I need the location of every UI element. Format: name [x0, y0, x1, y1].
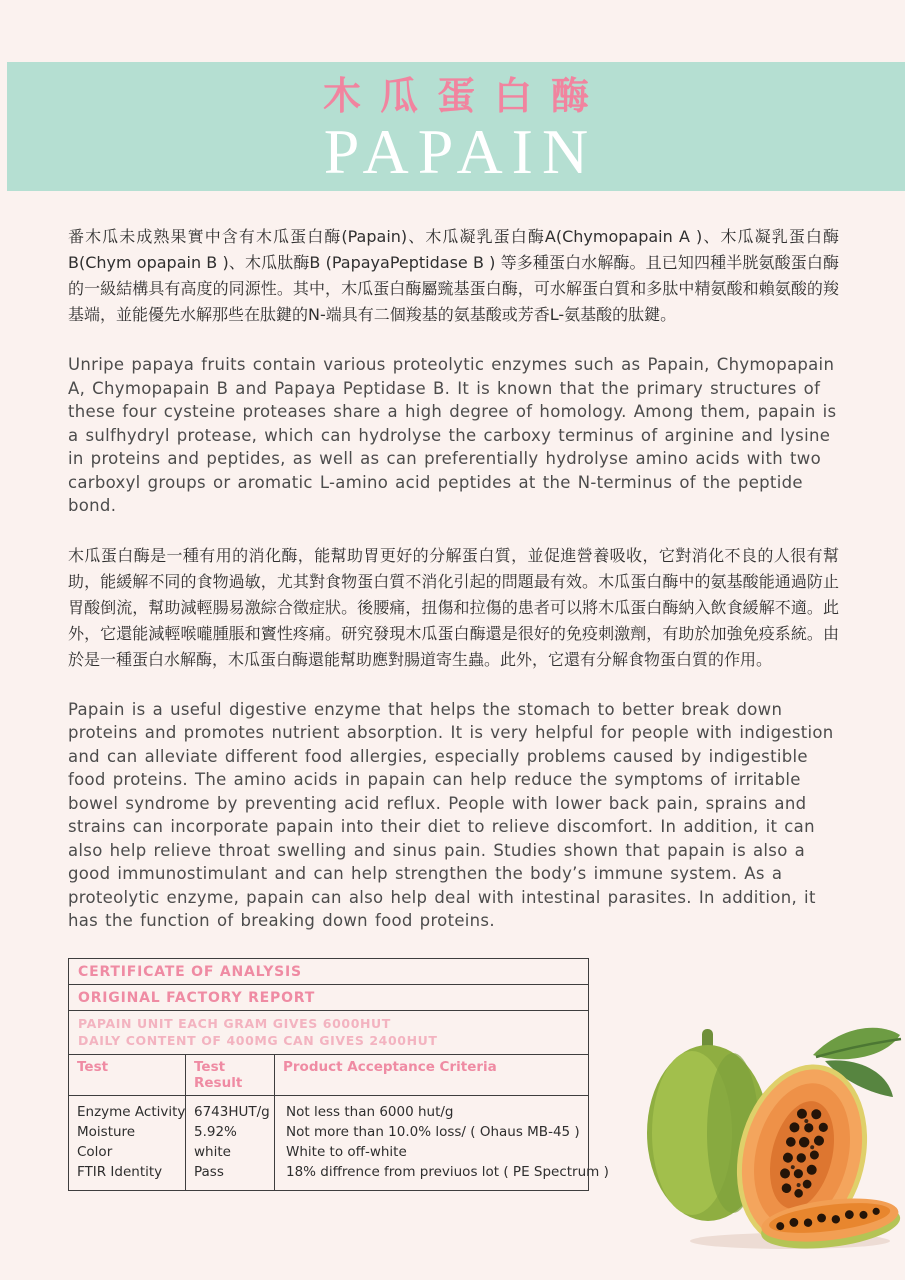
coa-column-result: Test Result: [186, 1055, 275, 1095]
papaya-image: [620, 1015, 905, 1250]
coa-note-line-2: DAILY CONTENT OF 400MG CAN GIVES 2400HUT: [78, 1032, 438, 1048]
coa-criteria-column: [275, 1096, 617, 1190]
header-banner: [7, 62, 905, 191]
coa-column-headers: [69, 1055, 588, 1096]
coa-subtitle: ORIGINAL FACTORY REPORT: [69, 985, 588, 1011]
certificate-of-analysis-table: [68, 958, 609, 1191]
paragraph-chinese-intro: 番木瓜未成熟果實中含有木瓜蛋白酶(Papain)、木瓜凝乳蛋白酶A(Chymopapain A )、木瓜凝乳蛋白酶B(Chym opapain B )、木瓜肽酶B (PapayaPeptidase B ) 等多種蛋白水解酶。且已知四種半胱氨酸蛋白酶的一級結構具有高度的同源性。其中，木瓜蛋白酶屬巰基蛋白酶，可水解蛋白質和多肽中精氨酸和賴氨酸的羧基端，並能優先水解那些在肽鍵的N-端具有二個羧基的氨基酸或芳香L-氨基酸的肽鍵。: [68, 227, 839, 324]
coa-column-test: Test: [69, 1055, 186, 1095]
paragraph-english-intro: Unripe papaya fruits contain various proteolytic enzymes such as Papain, Chymopapain A, Chymopapain B and Papaya Peptidase B. It is known that the primary structures of these four cysteine proteases share a high degree of homology. Among them, papain is a sulfhydryl protease, which can hydrolyse the carboxy terminus of arginine and lysine in proteins and peptides, as well as can preferentially hydrolyse amino acids with two carboxyl groups or aromatic L-amino acid peptides at the N-terminus of the peptide bond.: [68, 355, 837, 515]
acceptance-criteria: Not more than 10.0% loss/ ( Ohaus MB-45 ): [286, 1123, 580, 1140]
title-english: PAPAIN: [323, 115, 598, 187]
acceptance-criteria: 18% diffrence from previuos lot ( PE Spectrum ): [286, 1163, 609, 1180]
test-name: Color: [77, 1143, 113, 1160]
acceptance-criteria: Not less than 6000 hut/g: [286, 1103, 454, 1120]
paragraph-english-benefits: Papain is a useful digestive enzyme that helps the stomach to better break down proteins and promotes nutrient absorption. It is very helpful for people with indigestion and can alleviate different food allergies, especially problems caused by indigestible food proteins. The amino acids in papain can help reduce the symptoms of irritable bowel syndrome by preventing acid reflux. People with lower back pain, sprains and strains can incorporate papain into their diet to relieve discomfort. In addition, it can also help relieve throat swelling and sinus pain. Studies shown that papain is also a good immunostimulant and can help strengthen the body’s immune system. As a proteolytic enzyme, papain can also help deal with intestinal parasites. In addition, it has the function of breaking down food proteins.: [68, 699, 834, 930]
test-name: Moisture: [77, 1123, 136, 1140]
test-name: FTIR Identity: [77, 1163, 163, 1180]
coa-data-grid: [69, 1096, 609, 1190]
acceptance-criteria: White to off-white: [286, 1143, 407, 1160]
paragraph-chinese-benefits: 木瓜蛋白酶是一種有用的消化酶，能幫助胃更好的分解蛋白質，並促進營養吸收，它對消化不良的人很有幫助，能緩解不同的食物過敏，尤其對食物蛋白質不消化引起的問題最有效。木瓜蛋白酶中的氨基酸能通過防止胃酸倒流，幫助減輕腸易激綜合徵症狀。後腰痛，扭傷和拉傷的患者可以將木瓜蛋白酶納入飲食緩解不適。此外，它還能減輕喉嚨腫脹和竇性疼痛。研究發現木瓜蛋白酶還是很好的免疫刺激劑，有助於加強免疫系統。由於是一種蛋白水解酶，木瓜蛋白酶還能幫助應對腸道寄生蟲。此外，它還有分解食物蛋白質的作用。: [68, 545, 839, 669]
test-result: white: [194, 1143, 231, 1160]
coa-column-criteria: Product Acceptance Criteria: [283, 1058, 497, 1075]
coa-notes: [69, 1011, 588, 1055]
coa-result-column: [186, 1096, 275, 1190]
title-chinese: 木瓜蛋白酶: [322, 74, 608, 118]
coa-test-column: [69, 1096, 186, 1190]
test-name: Enzyme Activity: [77, 1103, 186, 1120]
test-result: Pass: [194, 1163, 224, 1180]
test-result: 6743HUT/g: [194, 1103, 270, 1120]
test-result: 5.92%: [194, 1123, 237, 1140]
coa-note-line-1: PAPAIN UNIT EACH GRAM GIVES 6000HUT: [78, 1015, 391, 1031]
coa-title: CERTIFICATE OF ANALYSIS: [69, 959, 588, 985]
